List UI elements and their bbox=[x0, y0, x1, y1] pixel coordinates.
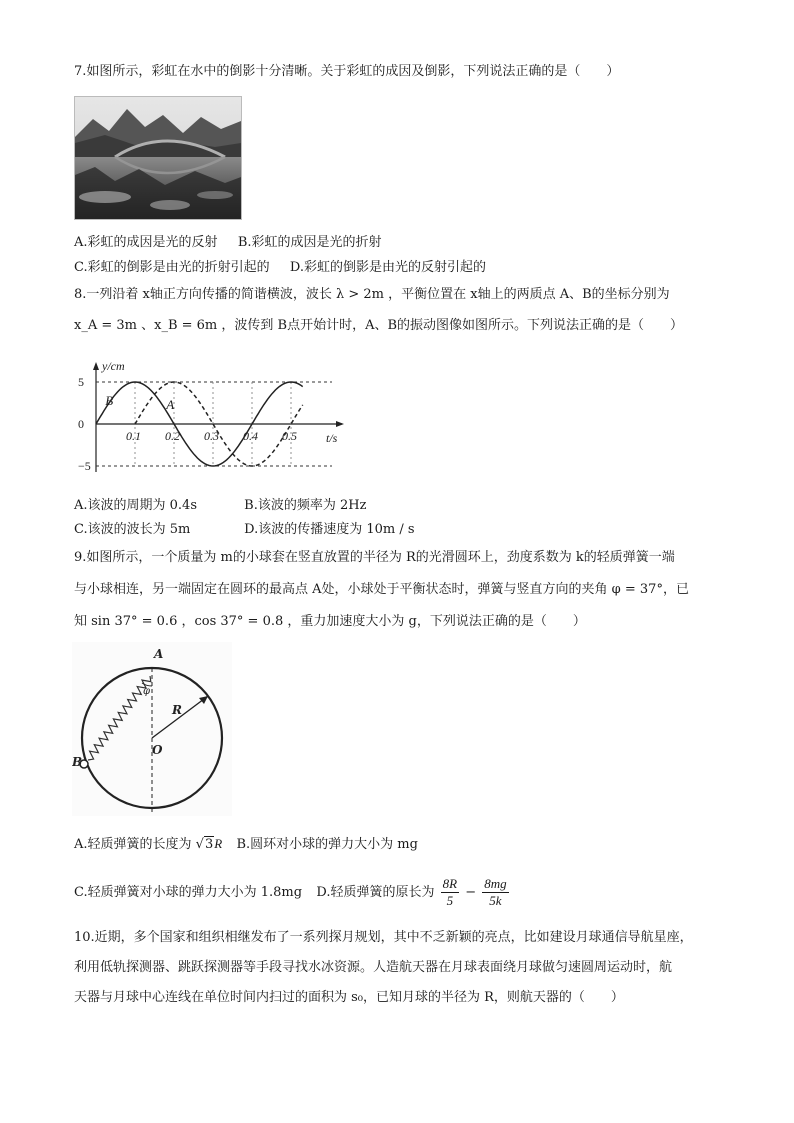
x-tick-label-1: 0.2 bbox=[165, 429, 180, 443]
y-axis-arrow bbox=[93, 362, 99, 370]
label-o: O bbox=[152, 743, 163, 757]
q9-option-d-frac1: $\frac{8R}{5}$ bbox=[442, 876, 458, 908]
label-b: B bbox=[72, 755, 83, 769]
q9-option-d-frac2: $\frac{8mg}{5k}$ bbox=[484, 876, 507, 908]
q9-option-d-minus: − bbox=[465, 885, 477, 900]
q9-option-b[interactable]: B.圆环对小球的弹力大小为 mg bbox=[236, 837, 418, 852]
label-a: A bbox=[154, 647, 164, 661]
q10-stem-line3: 天器与月球中心连线在单位时间内扫过的面积为 s₀，已知月球的半径为 R，则航天器的（ ） bbox=[74, 990, 624, 1005]
q9-option-d[interactable] bbox=[316, 876, 510, 908]
q7-option-b[interactable]: B.彩虹的成因是光的折射 bbox=[237, 235, 382, 250]
q9-option-a-suffix: R bbox=[214, 836, 223, 851]
q8-option-a[interactable]: A.该波的周期为 0.4s bbox=[74, 498, 197, 513]
q8-stem-line2: x_A = 3m 、x_B = 6m ，波传到 B点开始计时，A、B的振动图像如图所示。下列说法正确的是（ ） bbox=[74, 318, 684, 333]
q9-stem-line1: 9.如图所示，一个质量为 m的小球套在竖直放置的半径为 R的光滑圆环上，劲度系数为 k的轻质弹簧一端 bbox=[74, 550, 675, 565]
q9-option-a-text: A.轻质弹簧的长度为 bbox=[74, 837, 192, 852]
ring-spring-figure bbox=[72, 642, 232, 816]
q9-options-row1 bbox=[74, 834, 418, 855]
series-a-label: A bbox=[166, 396, 175, 412]
x-tick-label-3: 0.4 bbox=[243, 429, 258, 443]
y-tick-label-2: −5 bbox=[78, 459, 91, 473]
x-axis-label: t/s bbox=[326, 431, 338, 445]
vibration-graph bbox=[74, 350, 354, 490]
vibration-graph-svg bbox=[74, 350, 354, 490]
q9-option-a[interactable]: A.轻质弹簧的长度为 √3R bbox=[74, 836, 223, 852]
q8-stem-line1: 8.一列沿着 x轴正方向传播的简谐横波，波长 λ > 2m ，平衡位置在 x轴上的两质点 A、B的坐标分别为 bbox=[74, 287, 670, 302]
x-tick-label-4: 0.5 bbox=[282, 429, 297, 443]
q8-options-row1 bbox=[74, 496, 366, 516]
x-tick-label-0: 0.1 bbox=[126, 429, 141, 443]
rainbow-reflection-photo bbox=[74, 96, 242, 220]
q9-stem-line3: 知 sin 37° = 0.6 ，cos 37° = 0.8 ，重力加速度大小为 g，下列说法正确的是（ ） bbox=[74, 614, 586, 629]
label-r: R bbox=[172, 703, 182, 717]
q8-option-b[interactable]: B.该波的频率为 2Hz bbox=[244, 498, 367, 513]
label-phi: φ bbox=[143, 686, 151, 697]
series-b-label: B bbox=[105, 392, 114, 408]
q9-stem-line2: 与小球相连，另一端固定在圆环的最高点 A处，小球处于平衡状态时，弹簧与竖直方向的夹角 φ = 37°，已 bbox=[74, 582, 689, 597]
q7-option-a[interactable]: A.彩虹的成因是光的反射 bbox=[74, 235, 218, 250]
q8-option-c[interactable]: C.该波的波长为 5m bbox=[74, 522, 191, 537]
q9-options-row2 bbox=[74, 876, 511, 910]
q10-stem-line2: 利用低轨探测器、跳跃探测器等手段寻找水冰资源。人造航天器在月球表面绕月球做匀速圆周运动时，航 bbox=[74, 960, 673, 975]
q7-options-row1 bbox=[74, 233, 382, 253]
q8-option-d[interactable]: D.该波的传播速度为 10m / s bbox=[244, 522, 415, 537]
y-axis-label: y/cm bbox=[102, 359, 125, 373]
x-axis-arrow bbox=[336, 421, 344, 427]
q7-option-d[interactable]: D.彩虹的倒影是由光的反射引起的 bbox=[289, 260, 486, 275]
q9-option-a-sqrt: 3 bbox=[204, 837, 214, 852]
q9-option-d-text: D.轻质弹簧的原长为 bbox=[316, 885, 435, 900]
q10-stem-line1: 10.近期，多个国家和组织相继发布了一系列探月规划，其中不乏新颖的亮点，比如建设月球通信导航星座， bbox=[74, 930, 693, 945]
q7-option-c[interactable]: C.彩虹的倒影是由光的折射引起的 bbox=[74, 260, 270, 275]
q7-options-row2 bbox=[74, 258, 486, 278]
y-tick-label-1: 0 bbox=[78, 417, 84, 431]
x-tick-label-2: 0.3 bbox=[204, 429, 219, 443]
q9-option-c[interactable]: C.轻质弹簧对小球的弹力大小为 1.8mg bbox=[74, 885, 303, 900]
y-tick-label-0: 5 bbox=[78, 375, 84, 389]
q7-stem: 7.如图所示，彩虹在水中的倒影十分清晰。关于彩虹的成因及倒影，下列说法正确的是（ ） bbox=[74, 64, 620, 79]
q8-options-row2 bbox=[74, 520, 415, 540]
